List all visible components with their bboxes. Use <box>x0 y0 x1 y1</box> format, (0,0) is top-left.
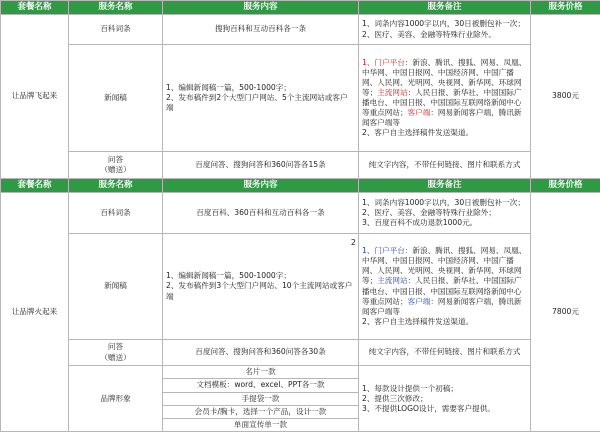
package2-news-notes <box>359 234 531 340</box>
header-service-name: 服务名称 <box>69 1 163 15</box>
content-line: 1、编辑新闻稿一篇，500-1000字； <box>166 271 291 281</box>
note-line: 1、词条内容1000字以内，30日被删包补一次； <box>362 197 525 207</box>
package2-baike-name: 百科词条 <box>69 193 163 234</box>
header-service-content: 服务内容 <box>163 1 359 15</box>
qa-label: 问答 <box>107 154 124 164</box>
main-label: 主流网站 <box>377 87 408 97</box>
main-list: ：人民日报、新华社、中国国际广播电台、中国日报、中国国际互联网络新闻中心等重点网站； <box>362 276 522 306</box>
qa-gift-label: （赠送） <box>100 352 131 362</box>
client-list: ：网易新闻客户端，腾讯新闻客户端等 <box>362 296 522 316</box>
note-line: 3、不提供LOGO设计，需要客户提供。 <box>362 403 495 413</box>
side-number: 2 <box>350 238 356 247</box>
package2-baike-content: 百度百科、360百科和互动百科各一条 <box>163 193 359 234</box>
package2-qa-content: 百度问答、搜狗问答和360问答各30条 <box>163 340 359 366</box>
package1-price: 3800元 <box>531 15 600 179</box>
header-service-price: 服务价格 <box>531 179 600 193</box>
package1-baike-name: 百科词条 <box>69 15 163 45</box>
package1-qa-content: 百度问答、搜狗问答和360问答各15条 <box>163 152 359 179</box>
table-row <box>1 45 600 152</box>
header-service-content: 服务内容 <box>163 179 359 193</box>
brand-item: 手提袋一款 <box>163 393 358 406</box>
brand-item: 文档模板：word、excel、PPT各一款 <box>163 379 358 392</box>
portal-label: 1、门户平台 <box>362 246 405 256</box>
package1-news-name: 新闻稿 <box>69 45 163 152</box>
note-line: 3、百度百科不成功退款1000元。 <box>362 218 478 227</box>
package2-name: 让品牌火起来 <box>1 193 69 432</box>
package2-brand-notes <box>359 366 531 432</box>
brand-item: 单面宣传单一款 <box>233 420 288 430</box>
header-service-notes: 服务备注 <box>359 179 531 193</box>
note-line: 1、词条内容1000字以内，30日被删包补一次； <box>362 19 525 29</box>
package1-baike-content: 搜狗百科和互动百科各一条 <box>163 15 359 45</box>
package1-qa-notes: 纯文字内容，不带任何链接、图片和联系方式 <box>359 152 531 179</box>
table-header-row <box>1 1 600 15</box>
content-line: 2、发布稿件到2个大型门户网站、5个主流网站或客户端 <box>166 92 348 112</box>
package2-qa-notes: 纯文字内容，不带任何链接、图片和联系方式 <box>359 340 531 366</box>
package2-brand-name: 品牌形象 <box>69 366 163 432</box>
note-line: 1、每款设计提供一个初稿； <box>362 383 458 393</box>
package2-baike-notes <box>359 193 531 234</box>
note-line: 2、客户自主选择稿件发送渠道。 <box>362 128 474 138</box>
package2-qa-name <box>69 340 163 366</box>
brand-item: 会员卡/胸卡，选择一个产品，设计一款 <box>163 406 358 419</box>
table-header-row <box>1 179 600 193</box>
table-row <box>1 15 600 45</box>
client-label: 客户端 <box>407 108 431 118</box>
header-service-price: 服务价格 <box>531 1 600 15</box>
header-service-name: 服务名称 <box>69 179 163 193</box>
header-service-notes: 服务备注 <box>359 1 531 15</box>
portal-list: ：新浪、腾讯、搜狐、网易、凤凰、中华网、中国日报网、中国经济网、中国广播网、人民网、光明网、央视网、新华网、环球网等； <box>362 246 527 286</box>
package1-baike-notes <box>359 15 531 45</box>
table-row <box>1 340 600 366</box>
content-line: 1、编辑新闻稿一篇，500-1000字； <box>166 82 291 92</box>
note-line: 2、提供三次修改； <box>362 393 428 403</box>
package1-name: 让品牌飞起来 <box>1 15 69 179</box>
package2-news-content <box>163 234 359 340</box>
brand-item: 名片一款 <box>163 366 358 379</box>
main-label: 主流网站 <box>377 276 408 286</box>
table-row <box>1 366 600 432</box>
header-package-name: 套餐名称 <box>1 179 69 193</box>
main-list: ：人民日报、新华社、中国国际广播电台、中国日报、中国国际互联网络新闻中心等重点网站； <box>362 87 522 118</box>
package2-brand-items <box>163 366 359 432</box>
header-package-name: 套餐名称 <box>1 1 69 15</box>
note-line: 2、医疗、美容、金融等特殊行业除外； <box>362 207 496 217</box>
qa-label: 问答 <box>107 342 124 352</box>
table-row <box>1 152 600 179</box>
portal-label: 1、门户平台 <box>362 57 405 67</box>
note-line: 2、医疗、美容、金融等特殊行业除外。 <box>362 29 496 39</box>
table-row <box>1 193 600 234</box>
package2-news-name: 新闻稿 <box>69 234 163 340</box>
client-list: ：网易新闻客户端，腾讯新闻客户端等 <box>362 108 522 128</box>
package1-news-content <box>163 45 359 152</box>
client-label: 客户端 <box>407 296 431 306</box>
content-line: 2、发布稿件到3个大型门户网站、10个主流网站或客户端 <box>166 281 353 301</box>
qa-gift-label: （赠送） <box>100 165 131 174</box>
package1-qa-name <box>69 152 163 179</box>
table-row <box>1 234 600 340</box>
note-line: 2、客户自主选择稿件发送渠道。 <box>362 316 474 326</box>
package1-news-notes <box>359 45 531 152</box>
package2-price: 7800元 <box>531 193 600 432</box>
portal-list: ：新浪、腾讯、搜狐、网易、凤凰、中华网、中国日报网、中国经济网、中国广播网、人民网、光明网、央视网、新华网、环球网等； <box>362 57 527 97</box>
